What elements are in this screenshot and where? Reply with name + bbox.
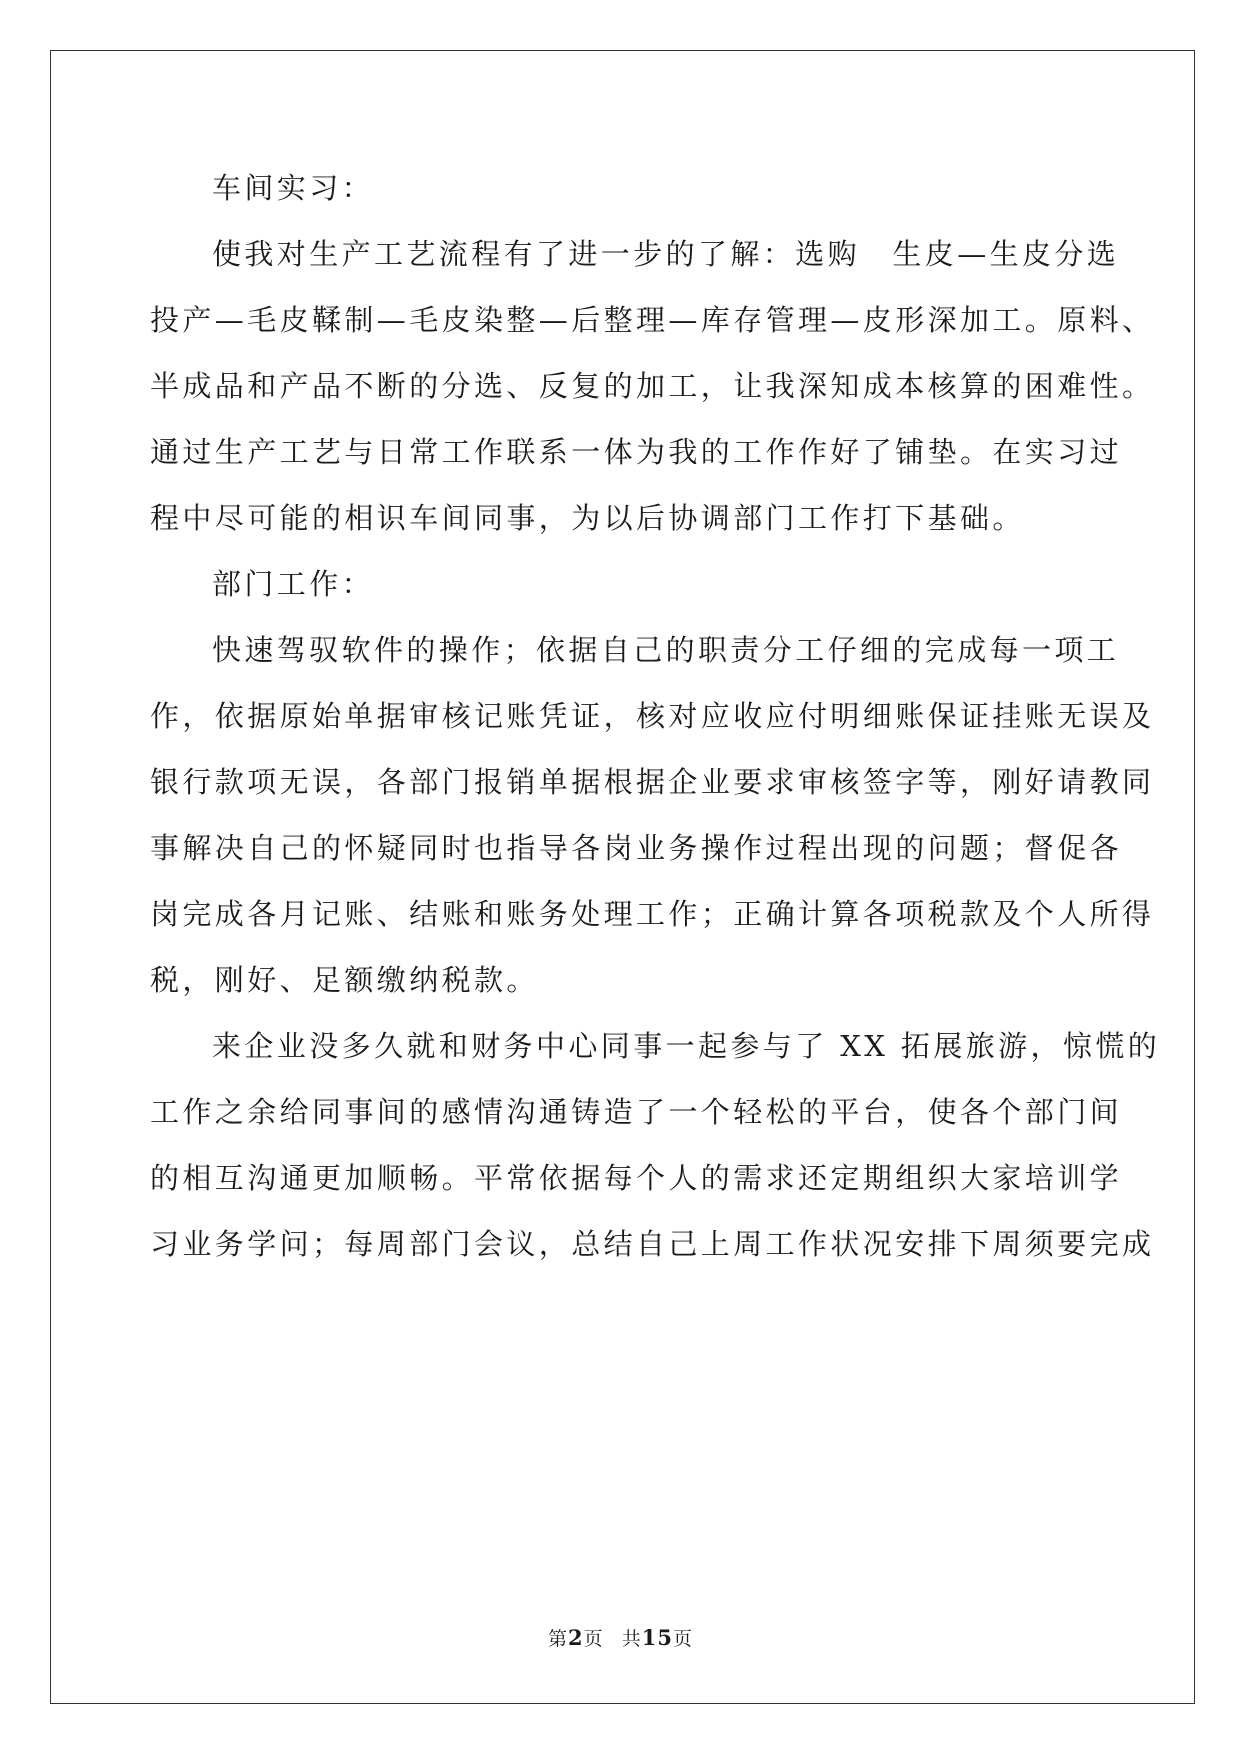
paragraph-line: 使我对生产工艺流程有了进一步的了解：选购 生皮—生皮分选 — [212, 237, 1120, 271]
paragraph-line: 作，依据原始单据审核记账凭证，核对应收应付明细账保证挂账无误及 — [150, 699, 1155, 733]
paragraph-line: 的相互沟通更加顺畅。平常依据每个人的需求还定期组织大家培训学 — [150, 1161, 1123, 1195]
footer-total-prefix: 共 — [621, 1628, 642, 1650]
paragraph-line: 半成品和产品不断的分选、反复的加工，让我深知成本核算的困难性。 — [150, 369, 1155, 403]
page-footer — [0, 1624, 1241, 1651]
paragraph-workshop — [150, 221, 1155, 551]
paragraph-line: 投产—毛皮鞣制—毛皮染整—后整理—库存管理—皮形深加工。原料、 — [150, 303, 1155, 337]
paragraph-line: 通过生产工艺与日常工作联系一体为我的工作作好了铺垫。在实习过 — [150, 435, 1123, 469]
footer-page-number: 2 — [568, 1625, 584, 1650]
paragraph-team — [150, 1013, 1161, 1277]
heading-department: 部门工作： — [212, 567, 375, 601]
paragraph-line: 快速驾驭软件的操作；依据自己的职责分工仔细的完成每一项工 — [212, 633, 1120, 667]
heading-workshop: 车间实习： — [212, 171, 375, 205]
paragraph-line: 工作之余给同事间的感情沟通铸造了一个轻松的平台，使各个部门间 — [150, 1095, 1123, 1129]
document-body — [150, 155, 1161, 1277]
paragraph-line: 习业务学问；每周部门会议，总结自己上周工作状况安排下周须要完成 — [150, 1227, 1155, 1261]
paragraph-line: 来企业没多久就和财务中心同事一起参与了 XX 拓展旅游，惊慌的 — [212, 1029, 1161, 1063]
footer-total-pages: 15 — [641, 1625, 673, 1650]
footer-total-suffix: 页 — [672, 1628, 693, 1650]
paragraph-line: 银行款项无误，各部门报销单据根据企业要求审核签字等，刚好请教同 — [150, 765, 1155, 799]
paragraph-line: 程中尽可能的相识车间同事，为以后协调部门工作打下基础。 — [150, 501, 1025, 535]
footer-page-suffix: 页 — [583, 1628, 604, 1650]
paragraph-line: 税，刚好、足额缴纳税款。 — [150, 963, 539, 997]
paragraph-department — [150, 617, 1155, 1013]
footer-page-prefix: 第 — [548, 1628, 569, 1650]
paragraph-line: 事解决自己的怀疑同时也指导各岗业务操作过程出现的问题；督促各 — [150, 831, 1123, 865]
paragraph-line: 岗完成各月记账、结账和账务处理工作；正确计算各项税款及个人所得 — [150, 897, 1155, 931]
